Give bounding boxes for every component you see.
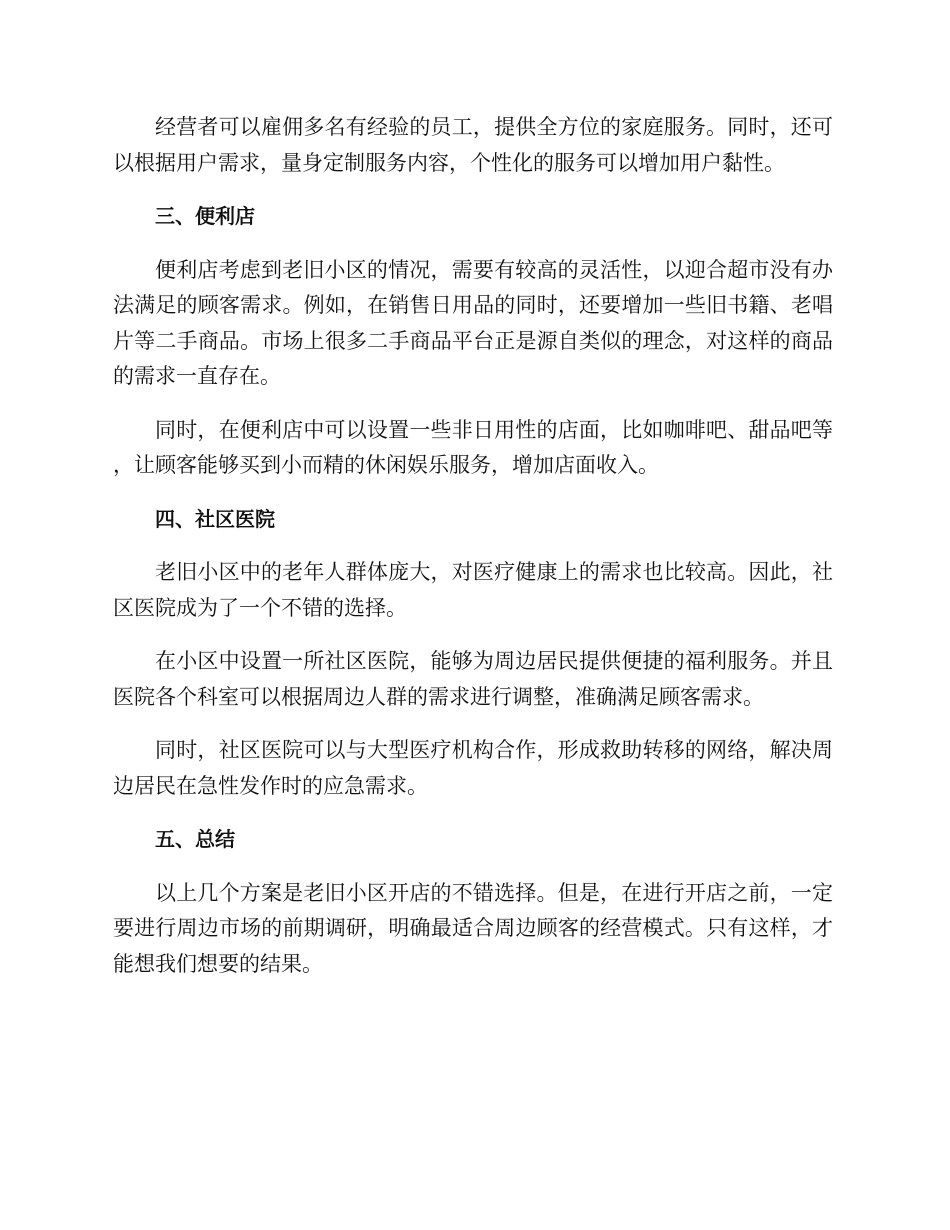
section-heading-summary: 五、总结 xyxy=(155,827,235,851)
paragraph-family-service: 经营者可以雇佣多名有经验的员工，提供全方位的家庭服务。同时，还可以根据用户需求，量身定制服务内容，个性化的服务可以增加用户黏性。 xyxy=(113,115,833,175)
paragraph-convenience-store-flexibility: 便利店考虑到老旧小区的情况，需要有较高的灵活性，以迎合超市没有办法满足的顾客需求。例如，在销售日用品的同时，还要增加一些旧书籍、老唱片等二手商品。市场上很多二手商品平台正是源自类似的理念，对这样的商品的需求一直存在。 xyxy=(113,257,833,388)
section-heading-community-hospital: 四、社区医院 xyxy=(155,506,275,531)
paragraph-hospital-network: 同时，社区医院可以与大型医疗机构合作，形成救助转移的网络，解决周边居民在急性发作时的应急需求。 xyxy=(113,738,833,798)
document-body xyxy=(113,110,833,1000)
paragraph-convenience-store-leisure: 同时，在便利店中可以设置一些非日用性的店面，比如咖啡吧、甜品吧等，让顾客能够买到小而精的休闲娱乐服务，增加店面收入。 xyxy=(113,417,833,477)
paragraph-hospital-departments: 在小区中设置一所社区医院，能够为周边居民提供便捷的福利服务。并且医院各个科室可以根据周边人群的需求进行调整，准确满足顾客需求。 xyxy=(113,649,833,709)
paragraph-summary: 以上几个方案是老旧小区开店的不错选择。但是，在进行开店之前，一定要进行周边市场的前期调研，明确最适合周边顾客的经营模式。只有这样，才能想我们想要的结果。 xyxy=(113,880,833,976)
paragraph-hospital-demand: 老旧小区中的老年人群体庞大，对医疗健康上的需求也比较高。因此，社区医院成为了一个不错的选择。 xyxy=(113,560,833,620)
section-heading-convenience-store: 三、便利店 xyxy=(155,204,255,228)
